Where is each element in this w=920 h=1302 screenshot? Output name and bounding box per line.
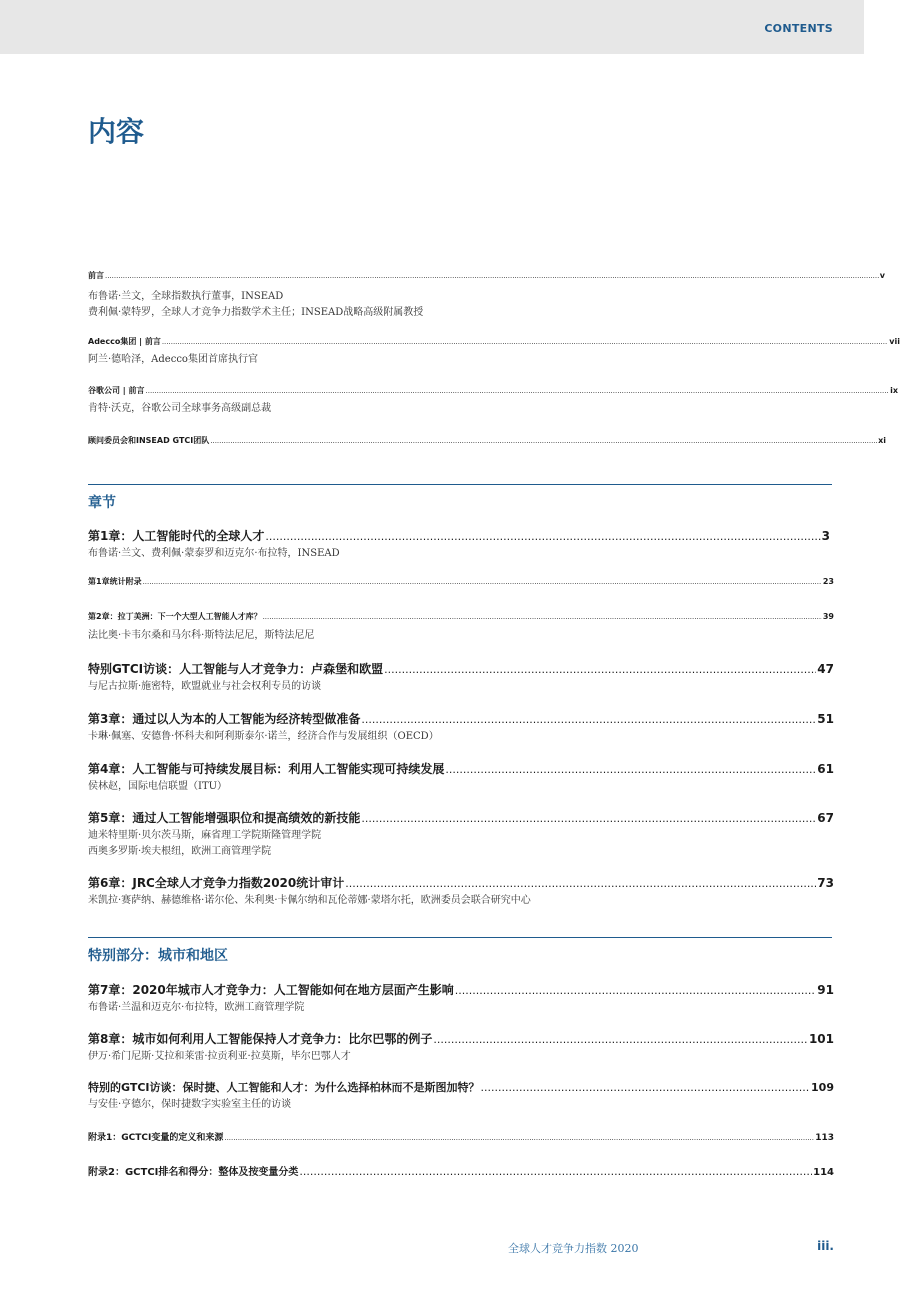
contents-label: CONTENTS bbox=[764, 22, 833, 35]
entry-author: 米凯拉·赛萨纳、赫德维格·诺尔伦、朱利奥·卡佩尔纳和瓦伦蒂娜·蒙塔尔托，欧洲委员会联合研究中心 bbox=[88, 895, 531, 906]
toc-entry-appendix-2[interactable] bbox=[88, 1163, 834, 1178]
entry-page: 39 bbox=[822, 612, 834, 621]
toc-entry-chapter-7[interactable] bbox=[88, 981, 834, 1016]
toc-entry-chapter-1[interactable] bbox=[88, 527, 830, 562]
entry-title: 第1章：人工智能时代的全球人才 bbox=[88, 529, 265, 543]
toc-entry-chapter-5[interactable] bbox=[88, 809, 834, 859]
entry-title: 第4章：人工智能与可持续发展目标：利用人工智能实现可持续发展 bbox=[88, 762, 445, 776]
toc-entry-chapter-4[interactable] bbox=[88, 760, 834, 795]
toc-entry-chapter-8[interactable] bbox=[88, 1030, 834, 1065]
entry-title: 顾问委员会和INSEAD GTCI团队 bbox=[88, 436, 210, 445]
entry-title: 第5章：通过人工智能增强职位和提高绩效的新技能 bbox=[88, 811, 361, 825]
entry-title: 第8章：城市如何利用人工智能保持人才竞争力：比尔巴鄂的例子 bbox=[88, 1032, 433, 1046]
entry-title: 特别GTCI访谈：人工智能与人才竞争力：卢森堡和欧盟 bbox=[88, 662, 384, 676]
entry-page: 73 bbox=[817, 876, 834, 890]
entry-author: 肯特·沃克，谷歌公司全球事务高级副总裁 bbox=[88, 403, 272, 414]
toc-entry-appendix-1[interactable] bbox=[88, 1130, 834, 1143]
toc-entry-foreword[interactable] bbox=[88, 270, 885, 320]
header-bar bbox=[0, 0, 864, 54]
entry-author: 伊万·希门尼斯·艾拉和莱雷·拉贡利亚·拉莫斯，毕尔巴鄂人才 bbox=[88, 1051, 351, 1062]
footer-page-number: iii. bbox=[817, 1239, 834, 1253]
entry-page: 23 bbox=[822, 577, 834, 586]
entry-author: 费利佩·蒙特罗，全球人才竞争力指数学术主任；INSEAD战略高级附属教授 bbox=[88, 306, 424, 318]
entry-page: 47 bbox=[817, 662, 834, 676]
entry-page: 113 bbox=[815, 1133, 834, 1143]
section-heading-chapters: 章节 bbox=[88, 495, 116, 511]
section-divider bbox=[88, 484, 832, 485]
entry-title: 特别的GTCI访谈：保时捷、人工智能和人才：为什么选择柏林而不是斯图加特？ bbox=[88, 1081, 480, 1094]
entry-title: 附录2：GCTCI排名和得分：整体及按变量分类 bbox=[88, 1167, 299, 1178]
entry-title: 前言 bbox=[88, 271, 104, 280]
entry-page: 101 bbox=[808, 1032, 834, 1046]
entry-author: 布鲁诺·兰文、费利佩·蒙泰罗和迈克尔·布拉特，INSEAD bbox=[88, 548, 340, 559]
toc-entry-chapter-1-appendix[interactable] bbox=[88, 576, 834, 587]
entry-title: 谷歌公司 | 前言 bbox=[88, 386, 145, 395]
entry-page: 109 bbox=[811, 1081, 834, 1094]
entry-title: Adecco集团 | 前言 bbox=[88, 337, 161, 346]
entry-title: 第3章：通过以人为本的人工智能为经济转型做准备 bbox=[88, 712, 361, 726]
entry-page: 61 bbox=[817, 762, 834, 776]
entry-author: 阿兰·德哈泽，Adecco集团首席执行官 bbox=[88, 354, 258, 365]
entry-author: 西奥多罗斯·埃夫根纽，欧洲工商管理学院 bbox=[88, 845, 272, 857]
entry-author: 与安佳·亨德尔，保时捷数字实验室主任的访谈 bbox=[88, 1099, 292, 1110]
entry-author: 迪米特里斯·贝尔茨马斯，麻省理工学院斯隆管理学院 bbox=[88, 830, 322, 841]
entry-page: vii bbox=[889, 337, 900, 346]
entry-author: 法比奥·卡韦尔桑和马尔科·斯特法尼尼，斯特法尼尼 bbox=[88, 630, 315, 641]
toc-entry-special-interview-luxembourg[interactable] bbox=[88, 660, 834, 695]
toc-entry-advisory-board[interactable] bbox=[88, 435, 886, 446]
entry-author: 卡琳·佩塞、安德鲁·怀科夫和阿利斯泰尔·诺兰，经济合作与发展组织（OECD） bbox=[88, 731, 439, 742]
entry-page: 3 bbox=[821, 529, 830, 543]
entry-page: 114 bbox=[813, 1167, 834, 1178]
toc-entry-chapter-6[interactable] bbox=[88, 874, 834, 909]
entry-page: 91 bbox=[817, 983, 834, 997]
entry-author: 布鲁诺·兰温和迈克尔·布拉特，欧洲工商管理学院 bbox=[88, 1002, 305, 1013]
footer-report-title: 全球人才竞争力指数 2020 bbox=[508, 1242, 639, 1255]
entry-author: 布鲁诺·兰文，全球指数执行董事，INSEAD bbox=[88, 291, 284, 302]
entry-title: 第7章：2020年城市人才竞争力：人工智能如何在地方层面产生影响 bbox=[88, 983, 454, 997]
entry-author: 与尼古拉斯·施密特，欧盟就业与社会权利专员的访谈 bbox=[88, 681, 322, 692]
entry-author: 侯林赵，国际电信联盟（ITU） bbox=[88, 781, 228, 792]
section-divider bbox=[88, 937, 832, 938]
page-title: 内容 bbox=[88, 115, 145, 148]
entry-title: 附录1：GCTCI变量的定义和来源 bbox=[88, 1133, 224, 1143]
toc-entry-adecco-foreword[interactable] bbox=[88, 336, 900, 368]
entry-page: ix bbox=[890, 386, 898, 395]
toc-entry-special-interview-porsche[interactable] bbox=[88, 1079, 834, 1113]
toc-entry-google-foreword[interactable] bbox=[88, 385, 898, 417]
entry-page: 67 bbox=[817, 811, 834, 825]
section-heading-special: 特别部分：城市和地区 bbox=[88, 948, 228, 964]
toc-entry-chapter-2[interactable] bbox=[88, 611, 834, 644]
toc-entry-chapter-3[interactable] bbox=[88, 710, 834, 745]
entry-page: v bbox=[879, 271, 885, 280]
entry-title: 第1章统计附录 bbox=[88, 577, 142, 586]
entry-page: 51 bbox=[817, 712, 834, 726]
entry-title: 第6章：JRC全球人才竞争力指数2020统计审计 bbox=[88, 876, 345, 890]
entry-page: xi bbox=[878, 436, 886, 445]
entry-title: 第2章：拉丁美洲：下一个大型人工智能人才库？ bbox=[88, 612, 262, 621]
